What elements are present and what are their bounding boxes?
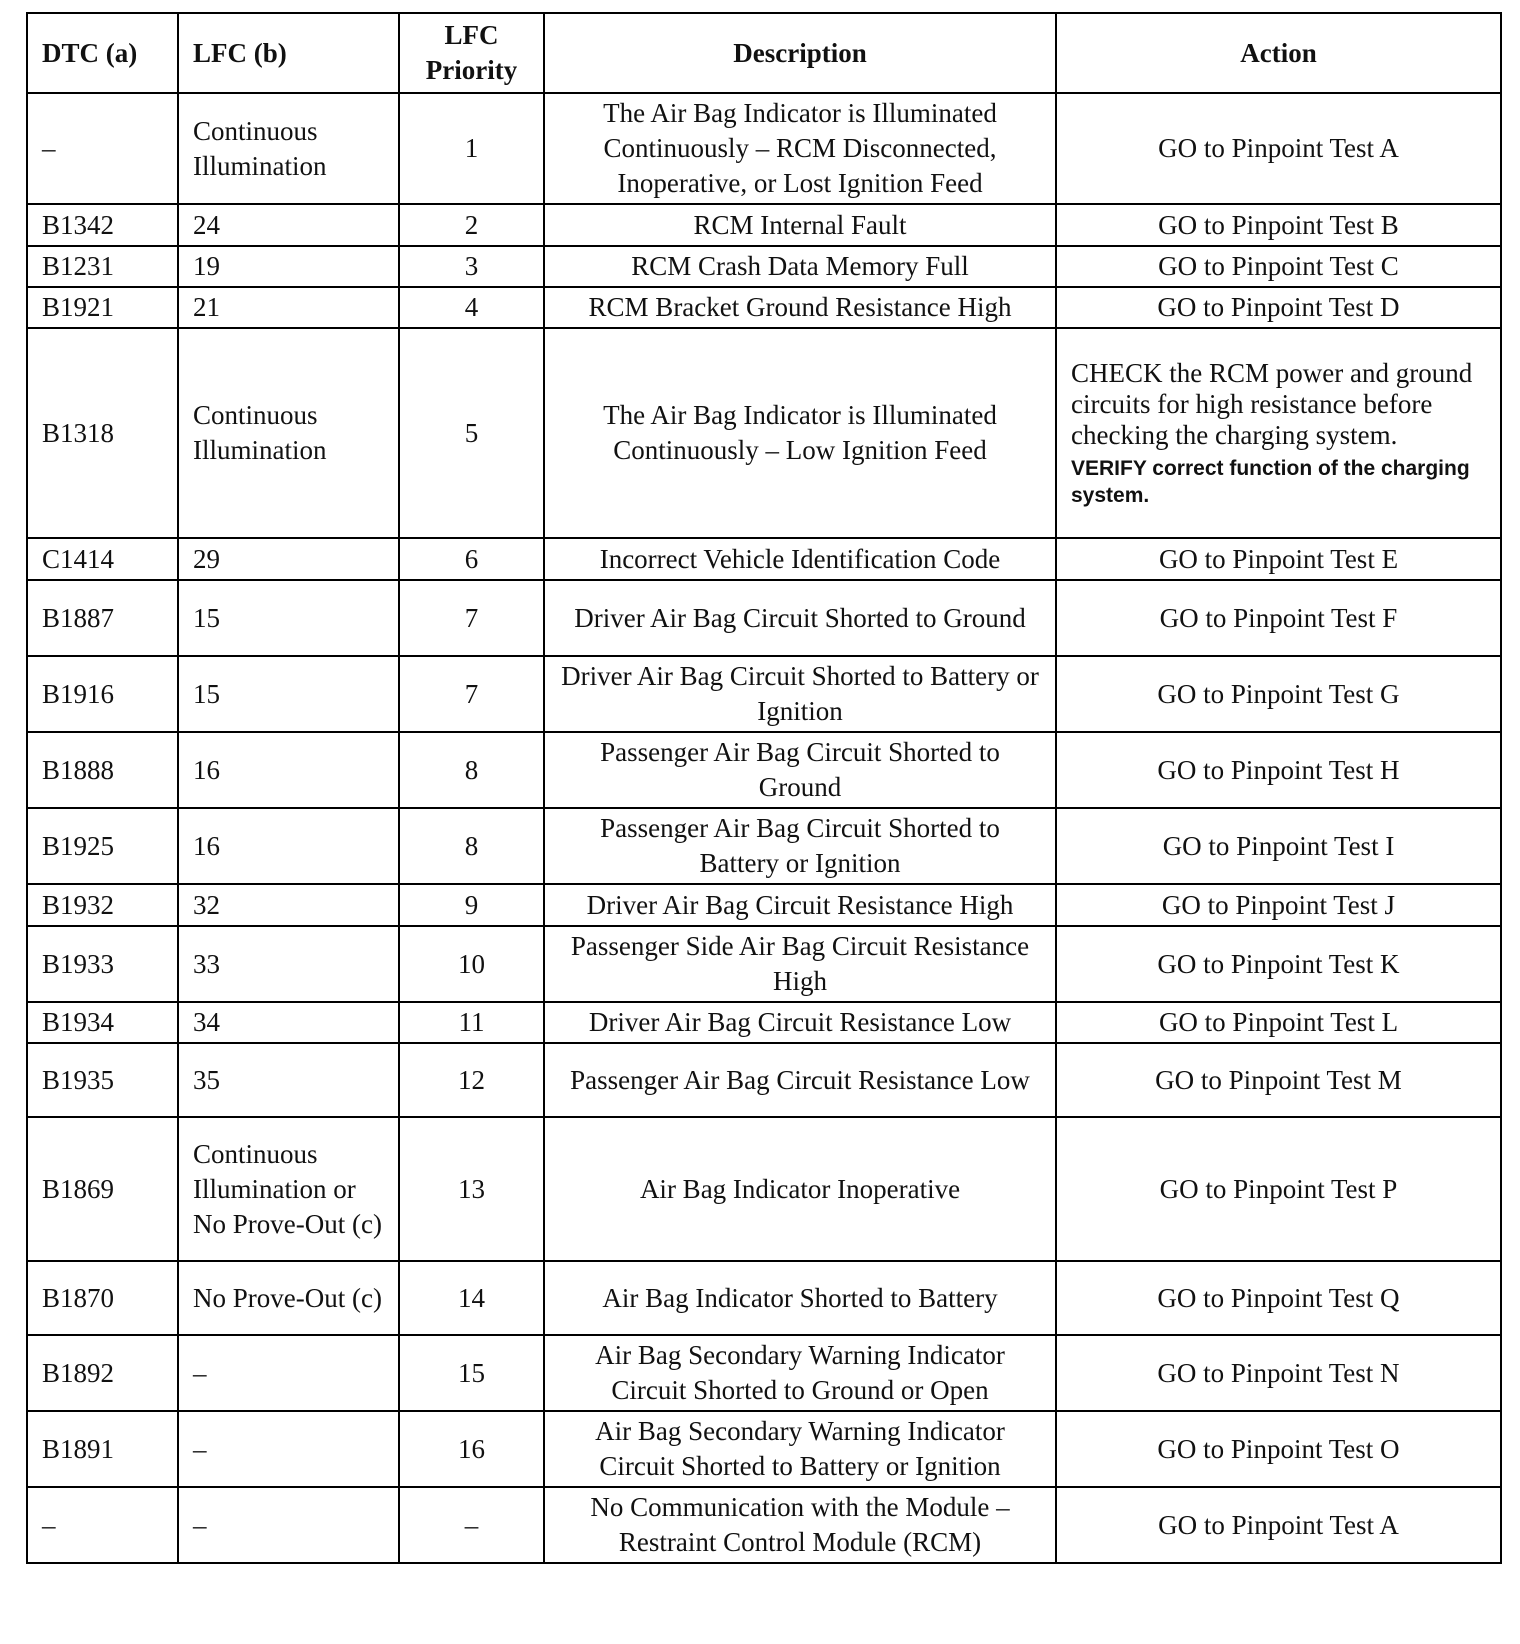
- cell-lfc-priority: 16: [399, 1411, 544, 1487]
- cell-description: Driver Air Bag Circuit Resistance High: [544, 884, 1056, 926]
- cell-lfc-priority: 13: [399, 1117, 544, 1261]
- cell-lfc-priority: 6: [399, 538, 544, 580]
- cell-description: Air Bag Secondary Warning Indicator Circuit Shorted to Ground or Open: [544, 1335, 1056, 1411]
- cell-action: GO to Pinpoint Test A: [1056, 1487, 1501, 1563]
- header-description: Description: [544, 13, 1056, 93]
- cell-action: GO to Pinpoint Test O: [1056, 1411, 1501, 1487]
- cell-lfc-priority: 5: [399, 328, 544, 538]
- header-dtc: DTC (a): [27, 13, 178, 93]
- cell-dtc: B1916: [27, 656, 178, 732]
- cell-dtc: B1935: [27, 1043, 178, 1117]
- table-row: [27, 732, 1501, 808]
- cell-lfc: No Prove-Out (c): [178, 1261, 399, 1335]
- cell-dtc: B1887: [27, 580, 178, 656]
- cell-description: Passenger Air Bag Circuit Resistance Low: [544, 1043, 1056, 1117]
- cell-lfc-priority: –: [399, 1487, 544, 1563]
- action-note: VERIFY correct function of the charging system.: [1071, 456, 1470, 507]
- cell-lfc: 15: [178, 580, 399, 656]
- cell-description: RCM Crash Data Memory Full: [544, 246, 1056, 287]
- cell-action: GO to Pinpoint Test E: [1056, 538, 1501, 580]
- cell-action: GO to Pinpoint Test K: [1056, 926, 1501, 1002]
- table-row: [27, 926, 1501, 1002]
- cell-lfc-priority: 3: [399, 246, 544, 287]
- cell-lfc-priority: 10: [399, 926, 544, 1002]
- cell-action: GO to Pinpoint Test F: [1056, 580, 1501, 656]
- cell-action: GO to Pinpoint Test J: [1056, 884, 1501, 926]
- cell-lfc: 16: [178, 808, 399, 884]
- cell-description: Air Bag Indicator Shorted to Battery: [544, 1261, 1056, 1335]
- cell-description: Driver Air Bag Circuit Shorted to Ground: [544, 580, 1056, 656]
- cell-lfc-priority: 4: [399, 287, 544, 328]
- table-row: [27, 1043, 1501, 1117]
- cell-action: GO to Pinpoint Test L: [1056, 1002, 1501, 1043]
- table-row: [27, 1335, 1501, 1411]
- cell-action: GO to Pinpoint Test I: [1056, 808, 1501, 884]
- cell-lfc-priority: 11: [399, 1002, 544, 1043]
- cell-description: Air Bag Secondary Warning Indicator Circuit Shorted to Battery or Ignition: [544, 1411, 1056, 1487]
- cell-lfc-priority: 7: [399, 656, 544, 732]
- cell-dtc: B1870: [27, 1261, 178, 1335]
- table-row: [27, 328, 1501, 538]
- cell-description: Driver Air Bag Circuit Shorted to Battery or Ignition: [544, 656, 1056, 732]
- cell-dtc: B1932: [27, 884, 178, 926]
- cell-lfc: 34: [178, 1002, 399, 1043]
- header-lfc: LFC (b): [178, 13, 399, 93]
- cell-dtc: –: [27, 93, 178, 204]
- cell-dtc: B1933: [27, 926, 178, 1002]
- cell-action: GO to Pinpoint Test Q: [1056, 1261, 1501, 1335]
- cell-dtc: B1342: [27, 204, 178, 246]
- cell-description: Driver Air Bag Circuit Resistance Low: [544, 1002, 1056, 1043]
- cell-dtc: B1925: [27, 808, 178, 884]
- header-row: [27, 13, 1501, 93]
- table-row: [27, 93, 1501, 204]
- cell-lfc: –: [178, 1411, 399, 1487]
- table-row: [27, 1117, 1501, 1261]
- cell-lfc: 16: [178, 732, 399, 808]
- cell-lfc: 32: [178, 884, 399, 926]
- cell-description: No Communication with the Module – Restraint Control Module (RCM): [544, 1487, 1056, 1563]
- cell-lfc-priority: 8: [399, 808, 544, 884]
- cell-dtc: B1921: [27, 287, 178, 328]
- cell-lfc: –: [178, 1487, 399, 1563]
- cell-lfc: 29: [178, 538, 399, 580]
- table-body: [27, 93, 1501, 1563]
- cell-action: GO to Pinpoint Test P: [1056, 1117, 1501, 1261]
- cell-dtc: B1888: [27, 732, 178, 808]
- table-row: [27, 246, 1501, 287]
- cell-description: The Air Bag Indicator is Illuminated Continuously – Low Ignition Feed: [544, 328, 1056, 538]
- cell-dtc: B1318: [27, 328, 178, 538]
- header-action: Action: [1056, 13, 1501, 93]
- cell-dtc: B1934: [27, 1002, 178, 1043]
- table-row: [27, 884, 1501, 926]
- cell-action: GO to Pinpoint Test D: [1056, 287, 1501, 328]
- table-row: [27, 656, 1501, 732]
- cell-action: GO to Pinpoint Test H: [1056, 732, 1501, 808]
- table-row: [27, 1411, 1501, 1487]
- cell-dtc: –: [27, 1487, 178, 1563]
- table-row: [27, 1002, 1501, 1043]
- cell-lfc-priority: 1: [399, 93, 544, 204]
- cell-lfc: Continuous Illumination: [178, 328, 399, 538]
- cell-lfc-priority: 14: [399, 1261, 544, 1335]
- dtc-table: [26, 12, 1502, 1564]
- cell-action: GO to Pinpoint Test A: [1056, 93, 1501, 204]
- table-row: [27, 204, 1501, 246]
- cell-lfc: 33: [178, 926, 399, 1002]
- table-row: [27, 580, 1501, 656]
- cell-action: GO to Pinpoint Test C: [1056, 246, 1501, 287]
- header-lfc-priority: LFC Priority: [399, 13, 544, 93]
- table-row: [27, 1487, 1501, 1563]
- cell-lfc-priority: 12: [399, 1043, 544, 1117]
- cell-dtc: B1891: [27, 1411, 178, 1487]
- cell-lfc-priority: 9: [399, 884, 544, 926]
- cell-lfc: 21: [178, 287, 399, 328]
- cell-lfc-priority: 2: [399, 204, 544, 246]
- cell-action: GO to Pinpoint Test N: [1056, 1335, 1501, 1411]
- table-header: [27, 13, 1501, 93]
- cell-dtc: C1414: [27, 538, 178, 580]
- cell-description: Passenger Air Bag Circuit Shorted to Battery or Ignition: [544, 808, 1056, 884]
- action-instruction: CHECK the RCM power and ground circuits for high resistance before checking the charging system.: [1071, 357, 1473, 450]
- cell-action: GO to Pinpoint Test M: [1056, 1043, 1501, 1117]
- cell-lfc-priority: 15: [399, 1335, 544, 1411]
- cell-action: GO to Pinpoint Test G: [1056, 656, 1501, 732]
- cell-lfc: 24: [178, 204, 399, 246]
- cell-lfc: –: [178, 1335, 399, 1411]
- cell-action: GO to Pinpoint Test B: [1056, 204, 1501, 246]
- cell-description: RCM Bracket Ground Resistance High: [544, 287, 1056, 328]
- cell-lfc: 19: [178, 246, 399, 287]
- cell-lfc: Continuous Illumination: [178, 93, 399, 204]
- cell-description: Air Bag Indicator Inoperative: [544, 1117, 1056, 1261]
- cell-lfc-priority: 8: [399, 732, 544, 808]
- table-row: [27, 287, 1501, 328]
- cell-description: RCM Internal Fault: [544, 204, 1056, 246]
- cell-lfc-priority: 7: [399, 580, 544, 656]
- cell-lfc: 15: [178, 656, 399, 732]
- cell-description: Passenger Air Bag Circuit Shorted to Ground: [544, 732, 1056, 808]
- cell-dtc: B1231: [27, 246, 178, 287]
- cell-dtc: B1892: [27, 1335, 178, 1411]
- cell-action: [1056, 328, 1501, 538]
- table-row: [27, 808, 1501, 884]
- table-row: [27, 538, 1501, 580]
- cell-description: The Air Bag Indicator is Illuminated Continuously – RCM Disconnected, Inoperative, or Lost Ignition Feed: [544, 93, 1056, 204]
- cell-description: Incorrect Vehicle Identification Code: [544, 538, 1056, 580]
- cell-lfc: 35: [178, 1043, 399, 1117]
- cell-dtc: B1869: [27, 1117, 178, 1261]
- cell-description: Passenger Side Air Bag Circuit Resistance High: [544, 926, 1056, 1002]
- table-row: [27, 1261, 1501, 1335]
- cell-lfc: Continuous Illumination or No Prove-Out (c): [178, 1117, 399, 1261]
